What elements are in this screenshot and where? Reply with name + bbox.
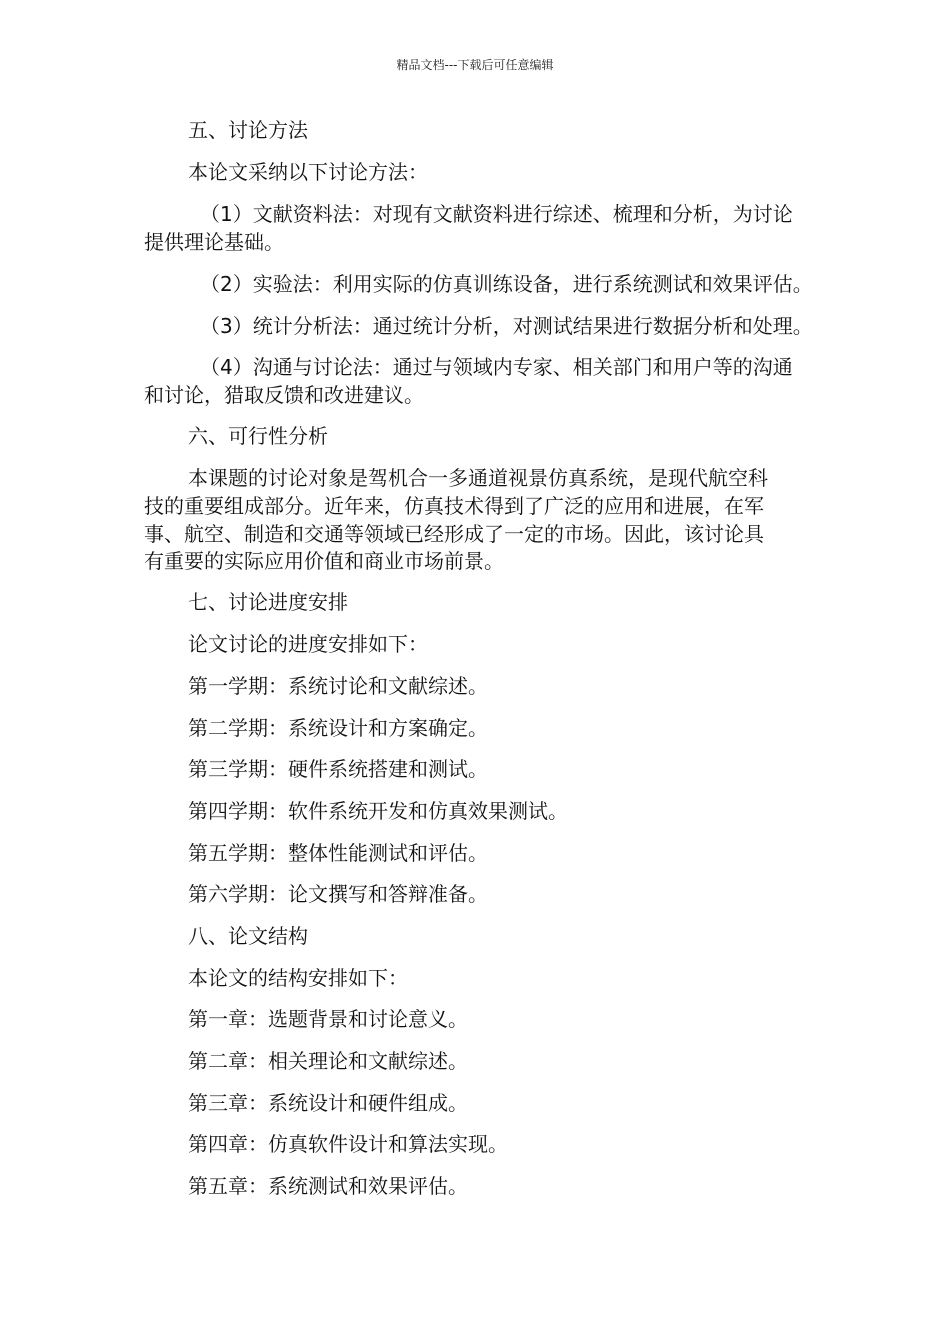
section-heading-schedule: 七、讨论进度安排 — [188, 590, 348, 614]
method-1-line-1: （1）文献资料法：对现有文献资料进行综述、梳理和分析，为讨论 — [200, 202, 793, 226]
method-1-line-2: 提供理论基础。 — [144, 230, 284, 254]
method-4-line-1: （4）沟通与讨论法：通过与领域内专家、相关部门和用户等的沟通 — [200, 355, 793, 379]
chapter-item: 第二章：相关理论和文献综述。 — [188, 1049, 468, 1073]
methods-intro: 本论文采纳以下讨论方法： — [188, 160, 428, 184]
schedule-item: 第五学期：整体性能测试和评估。 — [188, 841, 488, 865]
schedule-item: 第一学期：系统讨论和文献综述。 — [188, 674, 488, 698]
method-2: （2）实验法：利用实际的仿真训练设备，进行系统测试和效果评估。 — [200, 272, 813, 296]
feasibility-line-1: 本课题的讨论对象是驾机合一多通道视景仿真系统，是现代航空科 — [188, 466, 768, 490]
chapter-item: 第三章：系统设计和硬件组成。 — [188, 1091, 468, 1115]
structure-intro: 本论文的结构安排如下： — [188, 966, 408, 990]
schedule-item: 第二学期：系统设计和方案确定。 — [188, 716, 488, 740]
section-heading-structure: 八、论文结构 — [188, 924, 308, 948]
feasibility-line-4: 有重要的实际应用价值和商业市场前景。 — [144, 549, 504, 573]
chapter-item: 第一章：选题背景和讨论意义。 — [188, 1007, 468, 1031]
method-4-line-2: 和讨论，猎取反馈和改进建议。 — [144, 383, 424, 407]
section-heading-methods: 五、讨论方法 — [188, 118, 308, 142]
chapter-item: 第四章：仿真软件设计和算法实现。 — [188, 1132, 508, 1156]
method-3: （3）统计分析法：通过统计分析，对测试结果进行数据分析和处理。 — [200, 314, 813, 338]
feasibility-line-3: 事、航空、制造和交通等领域已经形成了一定的市场。因此，该讨论具 — [144, 522, 764, 546]
schedule-item: 第三学期：硬件系统搭建和测试。 — [188, 757, 488, 781]
chapter-item: 第五章：系统测试和效果评估。 — [188, 1174, 468, 1198]
schedule-intro: 论文讨论的进度安排如下： — [188, 632, 428, 656]
schedule-item: 第四学期：软件系统开发和仿真效果测试。 — [188, 799, 568, 823]
feasibility-line-2: 技的重要组成部分。近年来，仿真技术得到了广泛的应用和进展，在军 — [144, 494, 764, 518]
schedule-item: 第六学期：论文撰写和答辩准备。 — [188, 882, 488, 906]
section-heading-feasibility: 六、可行性分析 — [188, 424, 328, 448]
page-header: 精品文档---下载后可任意编辑 — [396, 58, 554, 72]
